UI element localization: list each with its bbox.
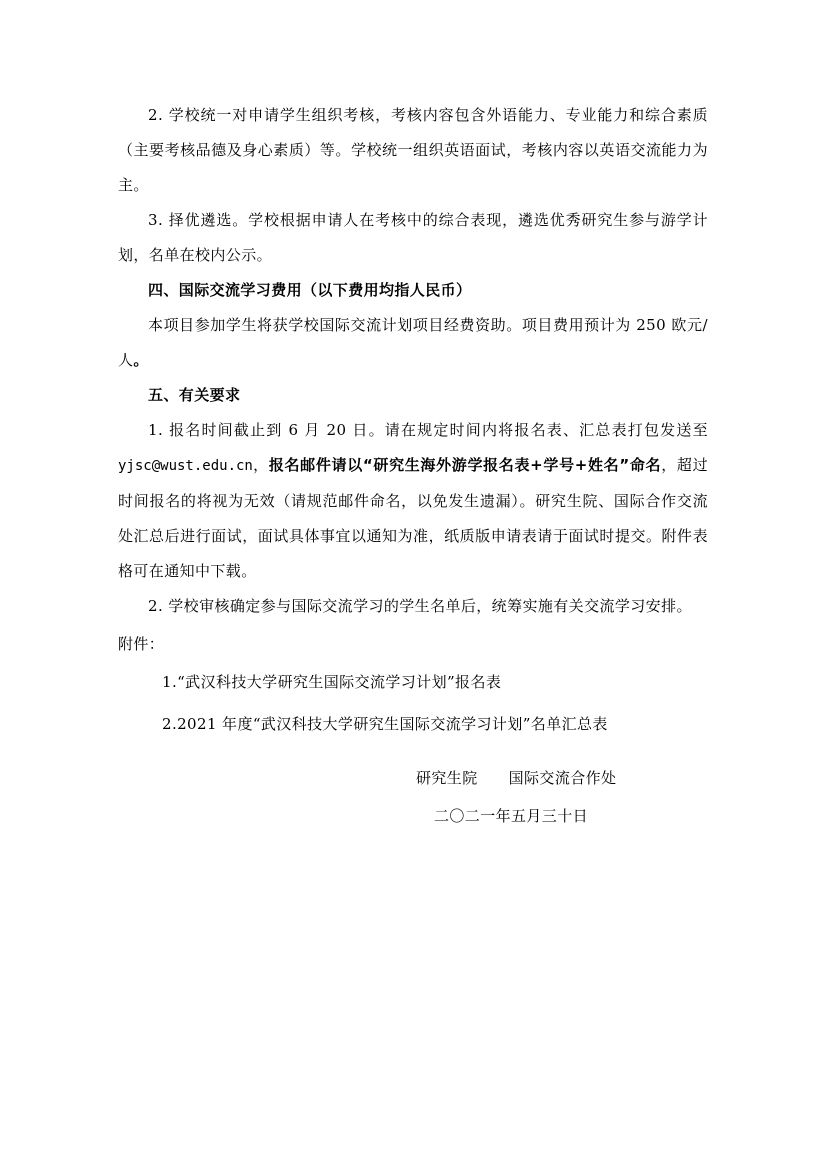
requirement-1-text-b: ，超过时间报名的将视为无效（请规范邮件命名，以免发生遗漏）。研究生院、国际合作交流处汇总后进行面试，面试具体事宜以通知为准，纸质版申请表请于面试时提交。附件表格可在通知中下载。 bbox=[118, 456, 708, 580]
paragraph-item-3: 3. 择优遴选。学校根据申请人在考核中的综合表现，遴选优秀研究生参与游学计划，名单在校内公示。 bbox=[118, 211, 708, 264]
signature-org-graduate-school: 研究生院 bbox=[416, 769, 478, 787]
requirement-1-bold-note: 报名邮件请以“研究生海外游学报名表+学号+姓名”命名 bbox=[268, 456, 662, 474]
document-body bbox=[118, 98, 708, 738]
paragraph-cost bbox=[118, 308, 708, 378]
cost-text-period: 。 bbox=[133, 351, 149, 369]
signature-block bbox=[416, 764, 616, 830]
attachments-label: 附件： bbox=[118, 635, 165, 653]
section-heading-5: 五、有关要求 bbox=[148, 386, 241, 404]
cost-text: 本项目参加学生将获学校国际交流计划项目经费资助。项目费用预计为 250 欧元/人 bbox=[118, 316, 708, 369]
signature-date: 二〇二一年五月三十日 bbox=[434, 807, 589, 825]
attachment-item-2: 2.2021 年度“武汉科技大学研究生国际交流学习计划”名单汇总表 bbox=[162, 715, 608, 733]
paragraph-requirement-1 bbox=[118, 413, 708, 589]
signature-orgs bbox=[416, 764, 616, 792]
paragraph-requirement-2: 2. 学校审核确定参与国际交流学习的学生名单后，统筹实施有关交流学习安排。 bbox=[148, 597, 692, 615]
section-heading-4: 四、国际交流学习费用（以下费用均指人民币） bbox=[148, 281, 472, 299]
paragraph-item-2: 2. 学校统一对申请学生组织考核，考核内容包含外语能力、专业能力和综合素质（主要考核品德及身心素质）等。学校统一组织英语面试，考核内容以英语交流能力为主。 bbox=[118, 106, 708, 194]
contact-email[interactable]: yjsc@wust.edu.cn bbox=[118, 458, 253, 474]
requirement-1-comma: ， bbox=[252, 456, 269, 474]
requirement-1-text-a: 1. 报名时间截止到 6 月 20 日。请在规定时间内将报名表、汇总表打包发送至 bbox=[148, 421, 708, 439]
signature-org-international-office: 国际交流合作处 bbox=[508, 769, 617, 787]
attachment-item-1: 1.“武汉科技大学研究生国际交流学习计划”报名表 bbox=[162, 673, 502, 691]
